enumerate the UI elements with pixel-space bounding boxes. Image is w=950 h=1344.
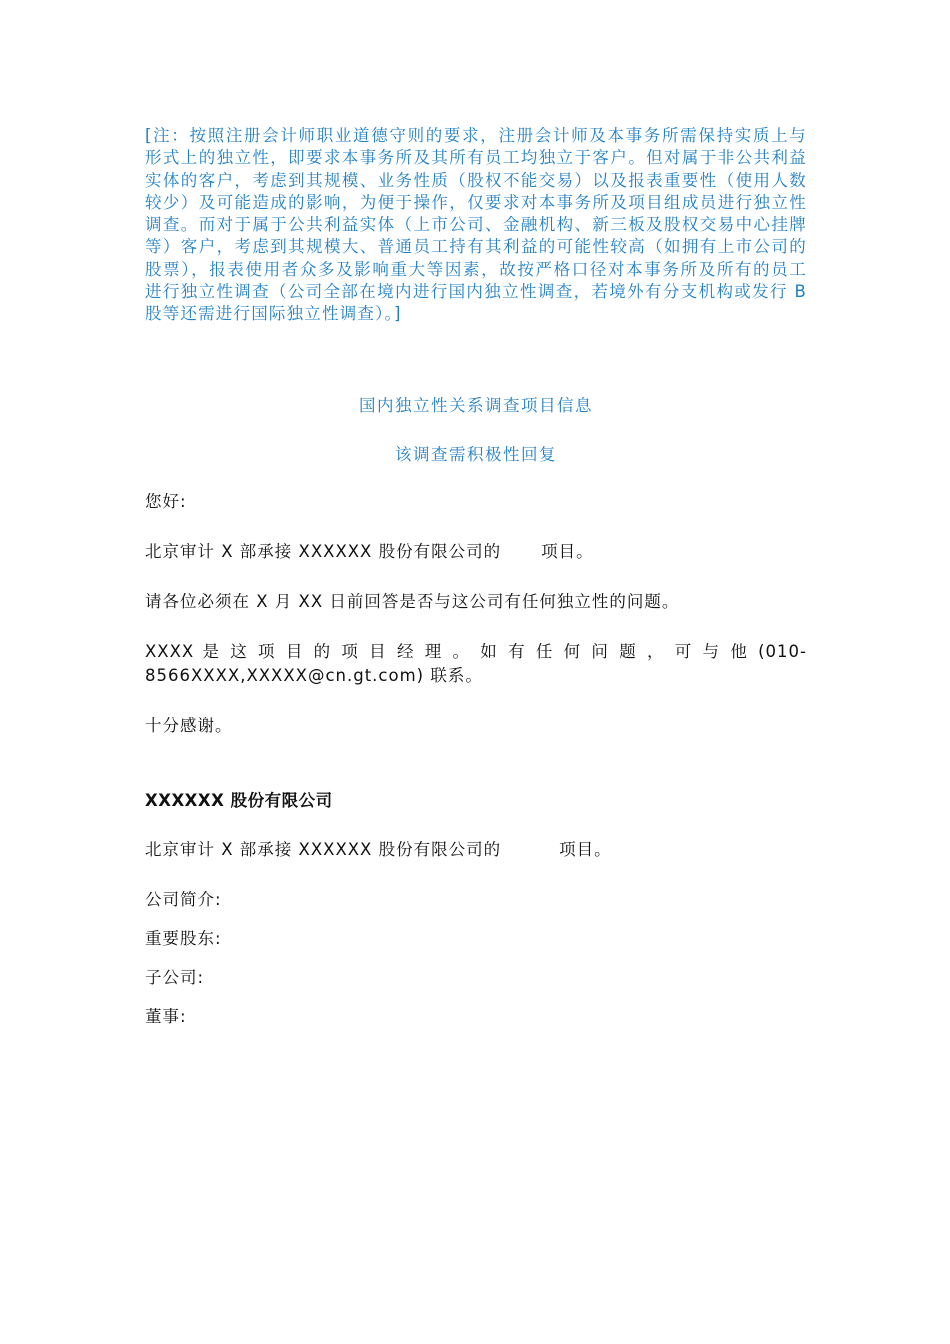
directors-label: 董事:	[145, 1007, 187, 1026]
independence-note: [注：按照注册会计师职业道德守则的要求，注册会计师及本事务所需保持实质上与形式上的独立性，即要求本事务所及其所有员工均独立于客户。但对属于非公共利益实体的客户，考虑到其规模、业务性质（股权不能交易）以及报表重要性（使用人数较少）及可能造成的影响，为便于操作，仅要求对本事务所及项目组成员进行独立性调查。而对于属于公共利益实体（上市公司、金融机构、新三板及股权交易中心挂牌等）客户，考虑到其规模大、普通员工持有其利益的可能性较高（如拥有上市公司的股票），报表使用者众多及影响重大等因素，故按严格口径对本事务所及所有的员工进行独立性调查（公司全部在境内进行国内独立性调查，若境外有分支机构或发行 B 股等还需进行国际独立性调查）。]	[145, 126, 807, 324]
company-intro-suffix: 项目。	[559, 840, 612, 859]
company-engagement-intro	[145, 838, 807, 862]
contact-info: XXXX 是 这 项 目 的 项 目 经 理 。 如 有 任 何 问 题 ， 可 与 他 (010-8566XXXX,XXXXX@cn.gt.com) 联系。	[145, 642, 807, 685]
company-name: XXXXXX 股份有限公司	[145, 791, 333, 810]
greeting: 您好:	[145, 492, 187, 511]
engagement-intro	[145, 540, 807, 564]
subsidiaries-label: 子公司:	[145, 968, 205, 987]
company-profile-label: 公司简介:	[145, 890, 222, 909]
thanks: 十分感谢。	[145, 716, 233, 735]
deadline-notice: 请各位必须在 X 月 XX 日前回答是否与这公司有任何独立性的问题。	[145, 592, 680, 611]
engagement-intro-suffix: 项目。	[541, 542, 594, 561]
survey-subtitle: 该调查需积极性回复	[395, 445, 557, 464]
company-intro-prefix: 北京审计 X 部承接 XXXXXX 股份有限公司的	[145, 840, 502, 859]
engagement-intro-prefix: 北京审计 X 部承接 XXXXXX 股份有限公司的	[145, 542, 502, 561]
survey-title: 国内独立性关系调查项目信息	[359, 396, 593, 415]
shareholders-label: 重要股东:	[145, 929, 222, 948]
